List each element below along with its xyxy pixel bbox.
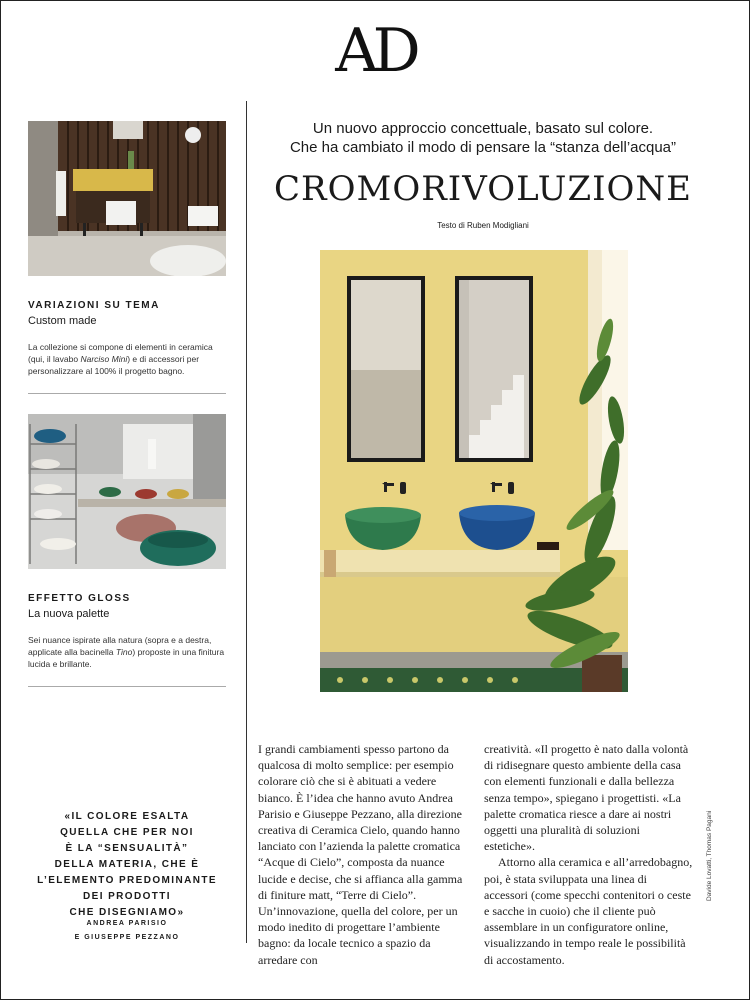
deck-line-1: Un nuovo approccio concettuale, basato sul colore.: [312, 120, 654, 137]
caption-text-2-product: Tino: [115, 647, 133, 657]
ad-logo: AD: [335, 16, 415, 86]
pull-quote: [28, 809, 226, 921]
column-divider: [246, 101, 247, 943]
body-paragraph: I grandi cambiamenti spesso partono da qualcosa di molto semplice: per esempio colorare ciò che si è abituati a vedere bianco. È l’idea che hanno avuto Andrea Parisio e Giuseppe Pezzano, alla direzione creativa di Ceramica Cielo, quando hanno lanciato con l’azienda la palette cromatica “Acque di Cielo”, composta da nuance lucide e decise, che si affianca alla gamma di finiture matt, “Terre di Cielo”. Un’innovazione, quella del colore, per un modo inedito di progettare l’ambiente bagno: da locale tecnico a spazio da arredare con: [258, 742, 463, 967]
quote-line: È LA “SENSUALITÀ”: [65, 843, 189, 854]
caption-subtitle-1: Custom made: [28, 315, 97, 327]
sidebar: [28, 121, 226, 687]
quote-author: E GIUSEPPE PEZZANO: [74, 934, 180, 941]
caption-subtitle-2: La nuova palette: [28, 608, 110, 620]
caption-text-2: [28, 634, 226, 670]
caption-text-1-part: La collezione si compone di elementi in ceramica (qui, il lavabo: [28, 342, 213, 364]
quote-line: «IL COLORE ESALTA: [64, 811, 190, 822]
caption-title-1: VARIAZIONI SU TEMA: [28, 300, 160, 311]
body-column-2: [484, 741, 693, 968]
body-column-1: [258, 741, 467, 968]
caption-text-2-part: ) proposte in una finitura lucida e brillante.: [28, 647, 225, 669]
body-paragraph: creatività. «Il progetto è nato dalla volontà di ridisegnare questo ambiente della casa con elementi funzionali e dalla bellezza senza tempo», spiegano i progettisti. «La palette cromatica riesce a dare ai nostri oggetti una pluralità di soluzioni estetiche».: [484, 742, 689, 854]
caption-title-2: EFFETTO GLOSS: [28, 593, 131, 604]
deck-line-2: Che ha cambiato il modo di pensare la “stanza dell’acqua”: [289, 139, 677, 156]
quote-line: QUELLA CHE PER NOI: [60, 827, 194, 838]
caption-text-1-part: ) e di accessori per personalizzare al 100% il progetto bagno.: [28, 354, 200, 376]
photo-credit: Davide Lovatti, Thomas Pagani: [706, 810, 713, 901]
caption-divider: [28, 393, 226, 394]
article-deck: [263, 119, 703, 157]
byline: Testo di Ruben Modigliani: [437, 221, 529, 230]
quote-author: ANDREA PARISIO: [86, 920, 168, 927]
caption-text-1-product: Narciso Mini: [80, 354, 128, 364]
main-photo-bathroom: [320, 250, 628, 692]
headline: CROMORIVOLUZIONE: [274, 169, 692, 209]
quote-line: DEI PRODOTTI: [83, 891, 171, 902]
body-paragraph: Attorno alla ceramica e all’arredobagno, poi, è stata sviluppata una linea di accessori (come specchi contenitori o ceste e sacche in cuoio) che il cliente può assemblare in un configuratore online, visualizzando in tempo reale le possibilità di accostamento.: [484, 855, 693, 967]
quote-line: CHE DISEGNIAMO»: [69, 907, 185, 918]
caption-divider: [28, 686, 226, 687]
photo-gloss-workshop: [28, 414, 226, 569]
quote-attribution: [28, 917, 226, 945]
photo-custom-made: [28, 121, 226, 276]
caption-text-1: [28, 341, 226, 377]
caption-text-2-part: Sei nuance ispirate alla natura (sopra e a destra, applicate alla bacinella: [28, 635, 212, 657]
quote-line: DELLA MATERIA, CHE È: [54, 859, 200, 870]
quote-line: L’ELEMENTO PREDOMINANTE: [37, 875, 217, 886]
